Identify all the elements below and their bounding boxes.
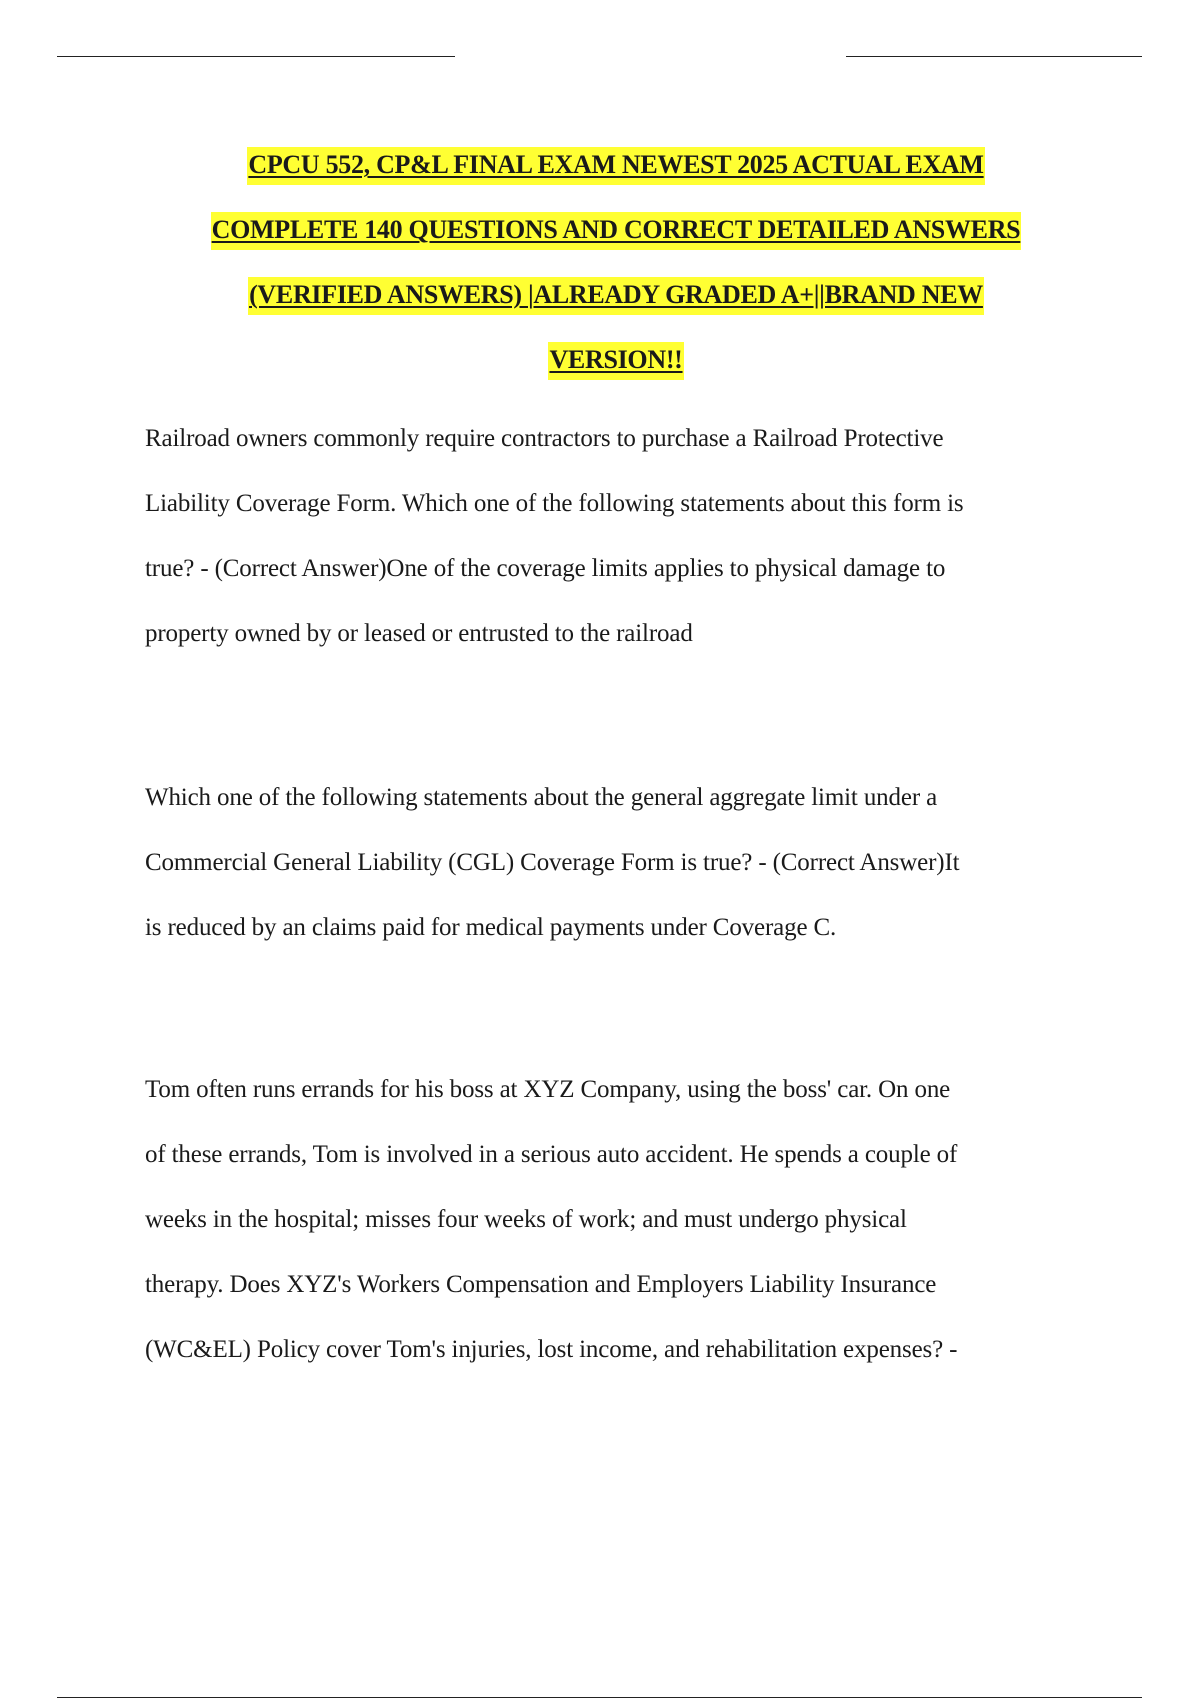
- header-rule-right: [846, 56, 1142, 57]
- question-answer-3: [145, 1057, 1145, 1382]
- title-line-text: COMPLETE 140 QUESTIONS AND CORRECT DETAILED ANSWERS: [211, 212, 1022, 250]
- title-line-text: CPCU 552, CP&L FINAL EXAM NEWEST 2025 ACTUAL EXAM: [247, 147, 984, 185]
- header-rule-left: [57, 56, 455, 57]
- paragraph-line: of these errands, Tom is involved in a serious auto accident. He spends a couple of: [145, 1141, 958, 1168]
- question-answer-1: [145, 406, 1145, 666]
- title-line: [80, 132, 1152, 197]
- paragraph-line: Commercial General Liability (CGL) Coverage Form is true? - (Correct Answer)It: [145, 849, 960, 876]
- title-line: [80, 197, 1152, 262]
- title-line: [80, 262, 1152, 327]
- paragraph-line: is reduced by an claims paid for medical payments under Coverage C.: [145, 914, 837, 941]
- document-title: [80, 132, 1152, 392]
- title-line-text: VERSION!!: [548, 342, 683, 380]
- paragraph-line: therapy. Does XYZ's Workers Compensation and Employers Liability Insurance: [145, 1271, 937, 1298]
- paragraph-line: Railroad owners commonly require contractors to purchase a Railroad Protective: [145, 425, 944, 452]
- paragraph-line: Which one of the following statements about the general aggregate limit under a: [145, 784, 938, 811]
- question-answer-2: [145, 765, 1145, 960]
- paragraph-line: weeks in the hospital; misses four weeks of work; and must undergo physical: [145, 1206, 907, 1233]
- paragraph-line: Tom often runs errands for his boss at XYZ Company, using the boss' car. On one: [145, 1076, 951, 1103]
- footer-rule: [57, 1697, 1142, 1698]
- title-line-text: (VERIFIED ANSWERS) |ALREADY GRADED A+||BRAND NEW: [248, 277, 984, 315]
- title-line: [80, 327, 1152, 392]
- paragraph-line: Liability Coverage Form. Which one of the following statements about this form is: [145, 490, 964, 517]
- paragraph-line: true? - (Correct Answer)One of the coverage limits applies to physical damage to: [145, 555, 946, 582]
- paragraph-line: property owned by or leased or entrusted to the railroad: [145, 620, 693, 647]
- paragraph-line: (WC&EL) Policy cover Tom's injuries, lost income, and rehabilitation expenses? -: [145, 1336, 958, 1363]
